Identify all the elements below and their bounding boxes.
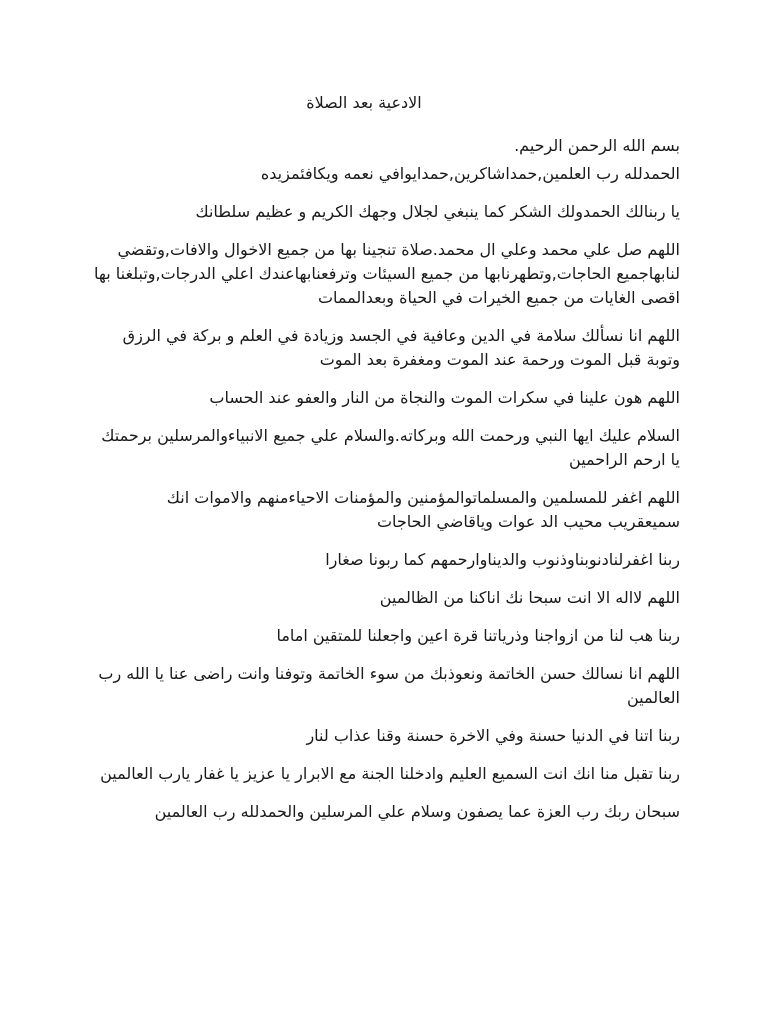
paragraph-khatima: اللهم انا نسالك حسن الخاتمة ونعوذبك من سوء الخاتمة وتوفنا وانت راضى عنا يا الله رب العالمين [98,664,680,707]
paragraph-walidayn: ربنا اغفرلنادنوبناوذنوب والديناوارحمهم كما ربونا صغارا [325,550,680,569]
paragraph-dhurriyya: ربنا هب لنا من ازواجنا وذرياتنا قرة اعين واجعلنا للمتقين اماما [276,626,680,645]
paragraph-maghfira-muslimin: اللهم اغفر للمسلمين والمسلماتوالمؤمنين والمؤمنات الاحياءمنهم والاموات انك سميعقريب محيب الد عوات وياقاضي الحاجات [166,488,680,531]
paragraph-hamd: الحمدلله رب العلمين,حمداشاكرين,حمدايوافي نعمه ويكافئمزيده [260,164,680,183]
paragraph-shukr: يا ربنالك الحمدولك الشكر كما ينبغي لجلال وجهك الكريم و عظيم سلطانك [195,202,680,221]
paragraph-yunus: اللهم لااله الا انت سبحا نك اناكنا من الظالمين [379,588,680,607]
paragraph-basmala: بسم الله الرحمن الرحيم. [514,136,680,155]
paragraph-sakarat: اللهم هون علينا في سكرات الموت والنجاة من النار والعفو عند الحساب [209,388,680,407]
paragraph-dunya-akhira: ربنا اتنا في الدنيا حسنة وفي الاخرة حسنة وقنا عذاب لنار [306,726,680,745]
document-title: الادعية بعد الصلاة [306,93,422,112]
document-body [90,134,680,838]
paragraph-taqabbal: ربنا تقبل منا انك انت السميع العليم وادخلنا الجنة مع الابرار يا عزيز يا غفار يارب العالمين [100,764,680,783]
paragraph-salawat: اللهم صل علي محمد وعلي ال محمد.صلاة تنجينا بها من جميع الاخوال والافات,وتقضي لنابهاجميع الحاجات,وتطهرنابها من جميع السيئات وترفعنابهاعندك اعلي الدرجات,وتبلغنا بها اقصى الغايات من جميع الخيرات في الحياة وبعدالممات [93,240,680,307]
paragraph-salama: اللهم انا نسألك سلامة في الدين وعافية في الجسد وزيادة في العلم و بركة في الرزق وتوبة قبل الموت ورحمة عند الموت ومغفرة بعد الموت [122,326,680,369]
paragraph-subhan: سبحان ربك رب العزة عما يصفون وسلام علي المرسلين والحمدلله رب العالمين [154,802,680,821]
paragraph-salam-nabi: السلام عليك ايها النبي ورحمت الله وبركاته.والسلام علي جميع الانبياءوالمرسلين برحمتك يا ارحم الراحمين [101,426,680,469]
